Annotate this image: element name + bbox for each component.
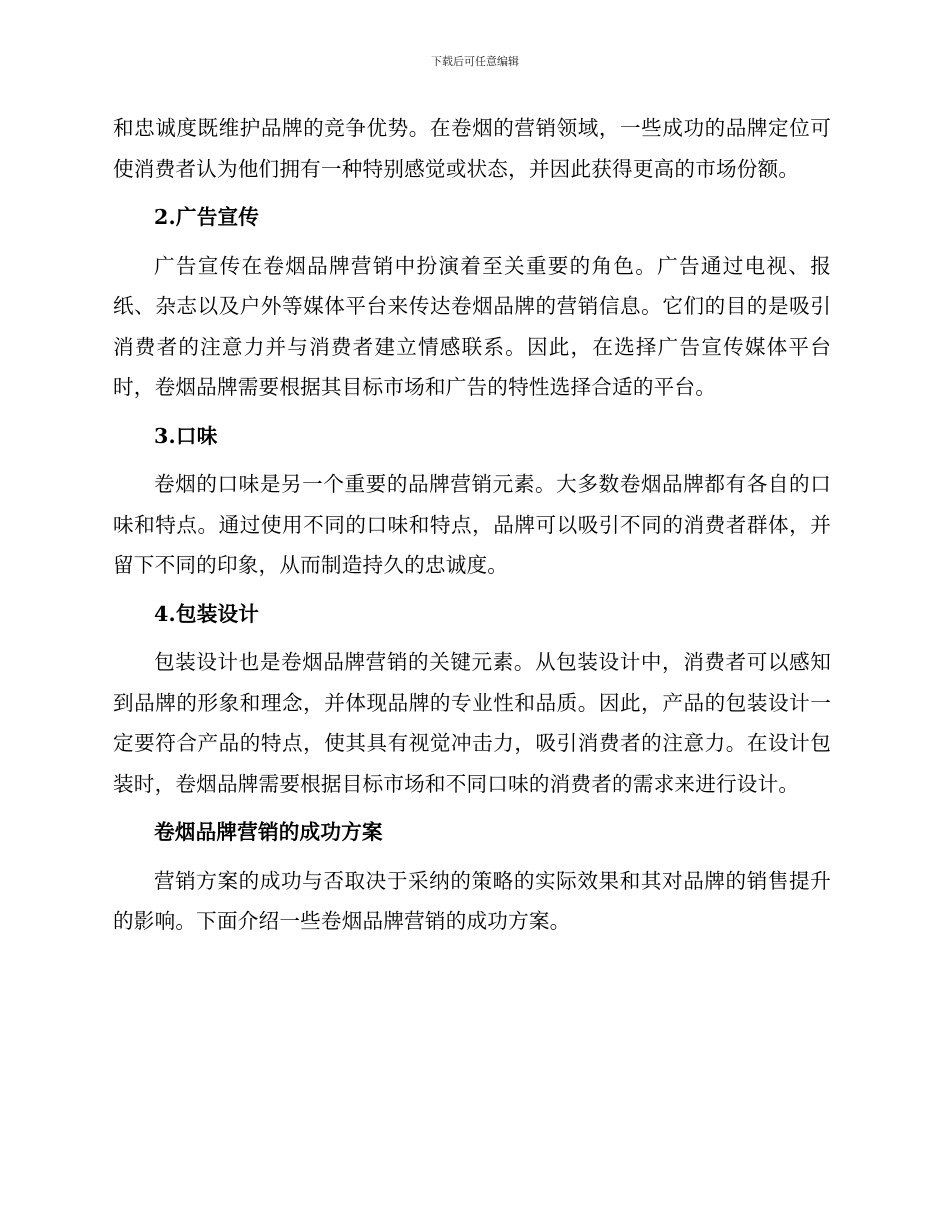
document-body <box>113 108 831 950</box>
heading-advertising: 2.广告宣传 <box>154 205 260 229</box>
paragraph-intro: 和忠诚度既维护品牌的竞争优势。在卷烟的营销领域，一些成功的品牌定位可使消费者认为他们拥有一种特别感觉或状态，并因此获得更高的市场份额。 <box>113 116 831 181</box>
heading-success-plan: 卷烟品牌营销的成功方案 <box>154 820 383 844</box>
heading-taste: 3.口味 <box>154 423 218 448</box>
paragraph-advertising: 广告宣传在卷烟品牌营销中扮演着至关重要的角色。广告通过电视、报纸、杂志以及户外等媒体平台来传达卷烟品牌的营销信息。它们的目的是吸引消费者的注意力并与消费者建立情感联系。因此，在选择广告宣传媒体平台时，卷烟品牌需要根据其目标市场和广告的特性选择合适的平台。 <box>113 253 831 399</box>
paragraph-taste: 卷烟的口味是另一个重要的品牌营销元素。大多数卷烟品牌都有各自的口味和特点。通过使用不同的口味和特点，品牌可以吸引不同的消费者群体，并留下不同的印象，从而制造持久的忠诚度。 <box>113 472 831 577</box>
paragraph-packaging: 包装设计也是卷烟品牌营销的关键元素。从包装设计中，消费者可以感知到品牌的形象和理念，并体现品牌的专业性和品质。因此，产品的包装设计一定要符合产品的特点，使其具有视觉冲击力，吸引消费者的注意力。在设计包装时，卷烟品牌需要根据目标市场和不同口味的消费者的需求来进行设计。 <box>113 650 831 796</box>
paragraph-success-plan: 营销方案的成功与否取决于采纳的策略的实际效果和其对品牌的销售提升的影响。下面介绍一些卷烟品牌营销的成功方案。 <box>113 868 831 933</box>
page-header: 下载后可任意编辑 <box>431 55 519 68</box>
heading-packaging: 4.包装设计 <box>154 601 260 626</box>
